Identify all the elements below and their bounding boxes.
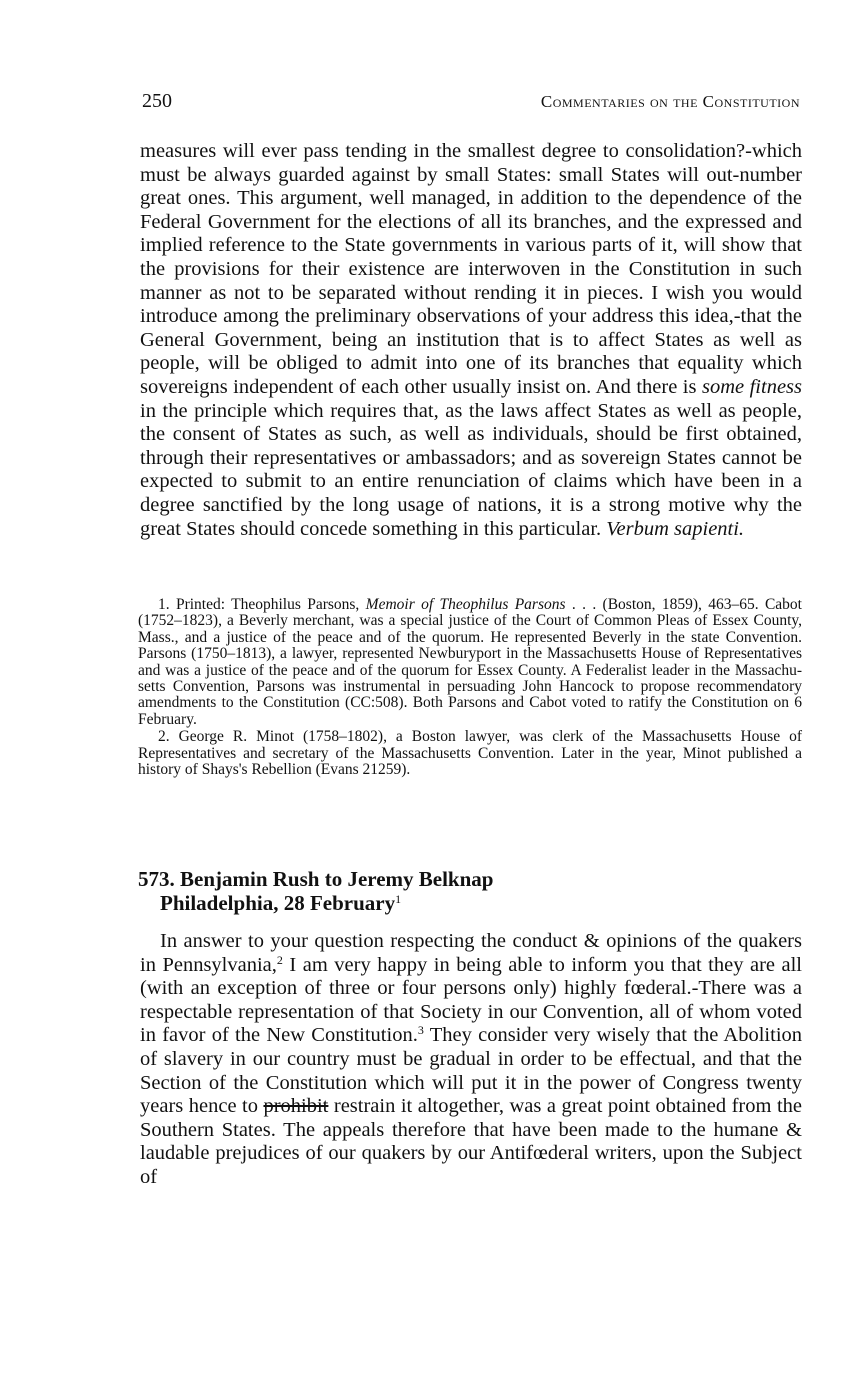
document-title: 573. Benjamin Rush to Jeremy Belknap <box>138 867 494 891</box>
footnote-1 <box>138 597 802 728</box>
footnotes <box>138 597 802 778</box>
paragraph-text: measures will ever pass tending in the smallest degree to consolidation?-which must be always guarded against by small States: small States will out-number great ones. This argument, well managed, in addition to the dependence of the Federal Government for the elections of all its branches, and the expressed and implied reference to the State governments in various parts of it, will show that the provisions for their existence are interwoven in the Constitution in such manner as not to be separated without rending it in pieces. I wish you would introduce among the preliminary observations of your address this idea,-that the General Government, being an institution that is to affect States as well as people, will be obliged to admit into one of its branches that equality which sovereigns independent of each other usually insist on. And there is <box>140 140 802 398</box>
footnote-ref: 2 <box>276 952 283 967</box>
document-heading <box>138 867 802 915</box>
dateline-text: Philadelphia, 28 February <box>160 891 396 915</box>
struck-word: prohibit <box>263 1095 329 1118</box>
paragraph-text: in the principle which requires that, as the laws affect States as well as people, the consent of States as such, as well as individuals, should be first obtained, through their representatives or ambassadors; and as sovereign States cannot be expected to submit to an entire renunciation of claims which have been in a degree sanctified by the long usage of nations, it is a strong motive why the great States should concede something in this particular. <box>140 399 802 540</box>
emphasis-text: some fitness <box>701 375 802 398</box>
paragraph-text: I am very happy in being able to inform you that they are all (with an exception of three or four persons only) highly fœderal.-There was a respectable representation of that Society in our Convention, all of whom voted in favor of the New Constitution. <box>140 953 802 1047</box>
footnote-text: 1. Printed: Theophilus Parsons, <box>158 596 366 613</box>
letter-continuation-paragraph <box>140 140 802 541</box>
latin-closing: Verbum sapienti. <box>606 517 745 540</box>
paragraph-text: restrain it altogether, was a great point obtained from the Southern States. The appeals therefore that have been made to the humane & laudable prejudices of our quakers by our Antifœderal writers, upon the Subject of <box>140 1095 802 1188</box>
letter-paragraph <box>140 930 802 1190</box>
document-dateline <box>138 891 802 915</box>
footnote-text: . . . (Boston, 1859), 463–65. Cabot (1752–1823), a Beverly merchant, was a special justice of the Court of Common Pleas of Essex County, Mass., and a justice of the peace and of the quorum. He represented Beverly in the state Convention. Parsons (1750–1813), a lawyer, represented Newburyport in the Massachusetts House of Representatives and was a justice of the peace and of the quorum for Essex County. A Federalist leader in the Massachusetts Convention, Parsons was instrumental in persuading John Hancock to propose recommendatory amendments to the Constitution (CC:508). Both Parsons and Cabot voted to ratify the Constitution on 6 February. <box>138 596 802 728</box>
running-head: Commentaries on the Constitution <box>540 92 800 111</box>
page-header <box>142 90 800 113</box>
cited-title: Memoir of Theophilus Parsons <box>365 596 566 613</box>
paragraph-text: In answer to your question respecting the conduct & opinions of the quakers in Pennsylvania, <box>140 930 802 976</box>
page-number: 250 <box>142 90 172 112</box>
footnote-2: 2. George R. Minot (1758–1802), a Boston lawyer, was clerk of the Massachusetts House of Representatives and secretary of the Massachusetts Convention. Later in the year, Minot published a history of Shays's Rebellion (Evans 21259). <box>138 728 802 779</box>
footnote-ref: 1 <box>395 892 402 906</box>
footnote-ref: 3 <box>417 1023 424 1038</box>
paragraph-text: They consider very wisely that the Abolition of slavery in our country must be gradual in order to be effectual, and that the Section of the Constitution which will put it in the power of Congress twenty years hence to <box>140 1024 803 1118</box>
